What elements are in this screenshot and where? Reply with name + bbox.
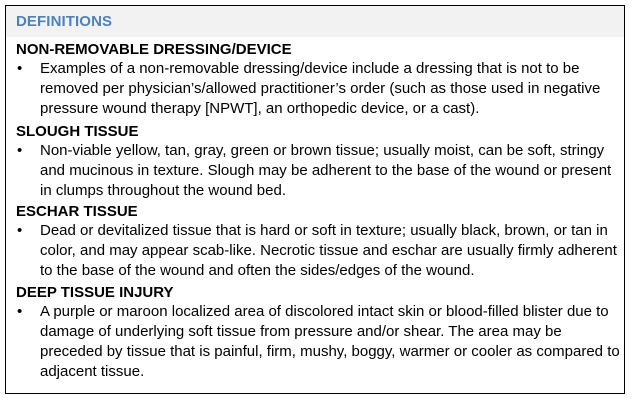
definitions-box <box>5 5 625 394</box>
definition-description: Examples of a non-removable dressing/device include a dressing that is not to be removed per physician’s/allowed practitioner’s order (such as those used in negative pressure wound therapy [NPWT], an orthopedic device, or a cast). <box>40 60 601 117</box>
definition-term: ESCHAR TISSUE <box>16 203 138 220</box>
definitions-title: DEFINITIONS <box>16 13 113 30</box>
bullet-icon: • <box>17 303 23 320</box>
definition-term: SLOUGH TISSUE <box>16 123 139 140</box>
definitions-header <box>6 6 624 37</box>
definition-description: A purple or maroon localized area of discolored intact skin or blood-filled blister due to damage of underlying soft tissue from pressure and/or shear. The area may be preceded by tissue that is painful, firm, mushy, boggy, warmer or cooler as compared to adjacent tissue. <box>40 303 620 380</box>
definition-term: NON-REMOVABLE DRESSING/DEVICE <box>16 41 292 58</box>
bullet-icon: • <box>17 222 23 239</box>
bullet-icon: • <box>17 142 23 159</box>
bullet-icon: • <box>17 60 23 77</box>
definition-description: Non-viable yellow, tan, gray, green or brown tissue; usually moist, can be soft, stringy and mucinous in texture. Slough may be adherent to the base of the wound or present in clumps throughout the wound bed. <box>40 142 612 199</box>
definition-description: Dead or devitalized tissue that is hard or soft in texture; usually black, brown, or tan in color, and may appear scab-like. Necrotic tissue and eschar are usually firmly adherent to the base of the wound and often the sides/edges of the wound. <box>40 222 617 279</box>
definition-term: DEEP TISSUE INJURY <box>16 284 174 301</box>
